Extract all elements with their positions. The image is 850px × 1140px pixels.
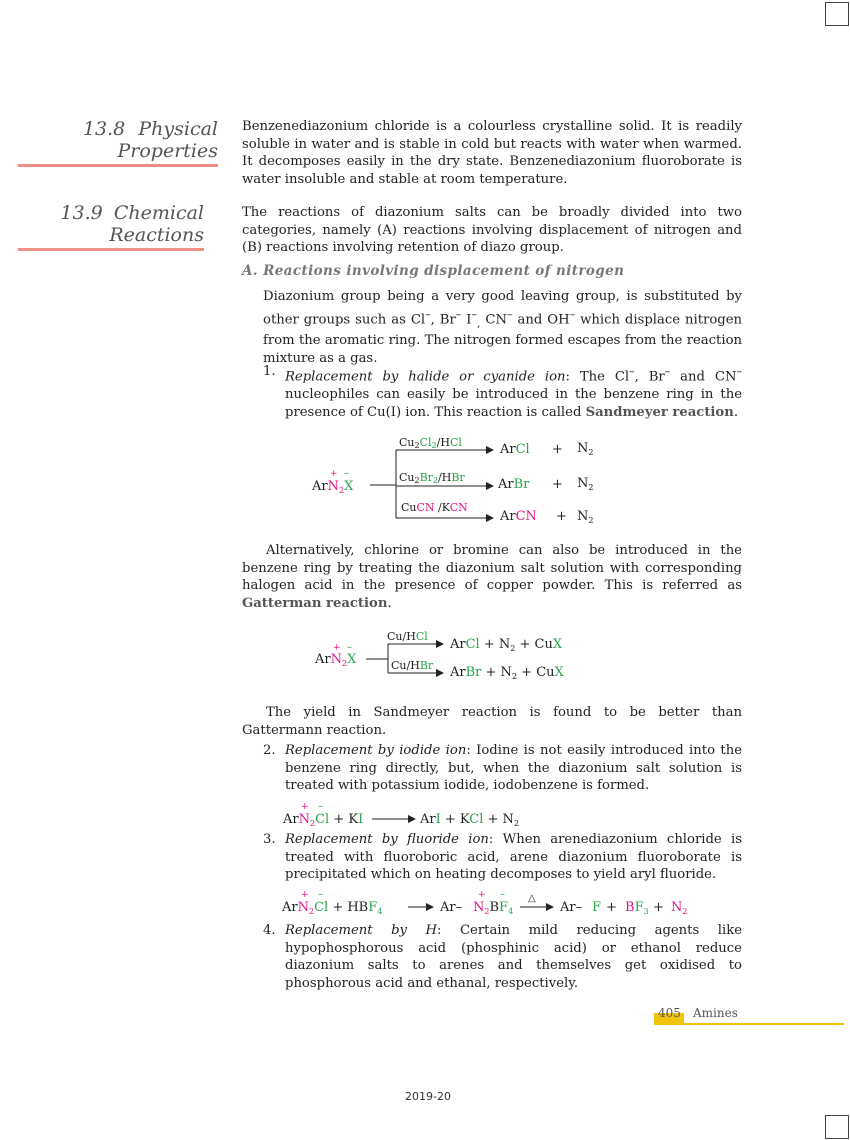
section-heading-13-9 xyxy=(18,202,204,251)
list-item-title: Replacement by fluoride ion xyxy=(285,832,489,847)
svg-text:ArCl: ArCl xyxy=(500,442,530,457)
svg-text:ArN2X: ArN$_2$X xyxy=(315,652,357,668)
section-title: Physical xyxy=(138,118,218,140)
section-heading-13-8 xyxy=(18,118,218,167)
section-title-cont: Properties xyxy=(117,140,218,162)
reactant-arn2x xyxy=(311,468,354,495)
list-item-3: 3. Replacement by fluoride ion: When arenediazonium chloride is treated with fluoroboric acid, arene diazonium fluoroborate is precipitated which on heating decomposes to yield aryl fluoride. xyxy=(263,832,742,883)
gatterman-reaction-scheme xyxy=(310,625,590,685)
svg-text:ArCl + N2 + CuX: ArCl + $N_2$ + CuX xyxy=(450,637,563,653)
list-item-title: Replacement by H xyxy=(285,923,437,938)
svg-text:+: + xyxy=(301,890,309,900)
list-item-number: 3. xyxy=(263,832,276,847)
svg-text:N2BF4: $N_2BF_4$ xyxy=(473,900,514,916)
svg-text:–: – xyxy=(344,468,349,479)
svg-text:Cu/HBr: Cu/HBr xyxy=(391,659,434,672)
list-item-title: Replacement by halide or cyanide ion xyxy=(285,369,566,385)
svg-text:ArN2Cl + KI: ArN$_2$Cl + KI xyxy=(283,812,364,828)
list-item-number: 1. xyxy=(263,364,276,379)
page-number: 405 xyxy=(658,1006,681,1020)
svg-text:+: + xyxy=(556,509,567,524)
svg-text:–: – xyxy=(318,801,323,812)
svg-text:+: + xyxy=(606,900,617,915)
svg-text:+: + xyxy=(552,442,563,457)
chemical-reactions-intro: The reactions of diazonium salts can be broadly divided into two categories, namely (A) reactions involving displacement of nitrogen and (B) reactions involving retention of diazo group. xyxy=(242,205,742,256)
svg-text:–: – xyxy=(500,889,505,900)
svg-text:ArBr: ArBr xyxy=(498,477,530,492)
list-item-2: 2. Replacement by iodide ion: Iodine is not easily introduced into the benzene ring directly, but, when the diazonium salt solution is treated with potassium iodide, iodobenzene is formed. xyxy=(263,743,742,794)
svg-text:Cu2Br2/HBr: Cu2Br2/HBr xyxy=(399,471,465,485)
svg-text:Ar–: Ar– xyxy=(440,900,463,915)
list-item-1: 1. Replacement by halide or cyanide ion: The Cl–, Br– and CN– nucleophiles can easily be introduced in the benzene ring in the presence of Cu(I) ion. This reaction is called Sandmeyer reaction. xyxy=(263,364,742,420)
svg-text:ArN2Cl + HBF4: $ArN_2Cl + HBF_4$ xyxy=(282,900,383,916)
svg-text:N2: $N_2$ xyxy=(577,441,594,457)
sandmeyer-reaction-scheme xyxy=(300,430,630,530)
list-item-number: 4. xyxy=(263,923,276,938)
svg-text:N2: $N_2$ xyxy=(577,509,594,525)
svg-text:Ar–: Ar– xyxy=(560,900,583,915)
section-number: 13.8 xyxy=(82,118,126,140)
section-underline xyxy=(18,164,218,167)
section-title: Chemical xyxy=(113,202,204,224)
yield-paragraph: The yield in Sandmeyer reaction is found to be better than Gattermann reaction. xyxy=(242,705,742,738)
svg-text:ArBr + N2 + CuX: ArBr + $N_2$ + CuX xyxy=(450,665,564,681)
year-label: 2019-20 xyxy=(405,1090,451,1103)
svg-text:+: + xyxy=(301,802,309,812)
gatterman-highlight: Gatterman reaction xyxy=(242,595,388,611)
list-item-title: Replacement by iodide ion xyxy=(285,743,467,758)
svg-text:BF3: $BF_3$ xyxy=(625,900,649,916)
section-title-cont: Reactions xyxy=(109,224,204,246)
reactant-arn2x xyxy=(314,642,357,668)
iodide-equation xyxy=(280,798,540,828)
svg-text:△: △ xyxy=(528,893,536,904)
svg-text:+: + xyxy=(552,477,563,492)
fluoride-equation xyxy=(280,886,700,918)
svg-text:CuCN /KCN: CuCN /KCN xyxy=(401,501,468,514)
leaving-group-paragraph: Diazonium group being a very good leaving group, is substituted by other groups such as Cl–, Br– $I^-_,$ CN– and OH– which displace nitrogen from the aromatic ring. The nitrogen formed escapes from the reaction mixture as a gas. xyxy=(263,289,743,366)
svg-text:ArI + KCl + N2: ArI + KCl + $N_2$ xyxy=(420,812,520,828)
svg-text:+: + xyxy=(653,900,664,915)
svg-text:N2: $N_2$ xyxy=(577,476,594,492)
svg-text:–: – xyxy=(347,642,352,653)
svg-text:ArCN: ArCN xyxy=(500,509,537,524)
svg-text:+: + xyxy=(478,890,486,900)
gatterman-paragraph: Alternatively, chlorine or bromine can also be introduced in the benzene ring by treating the diazonium salt solution with corresponding halogen acid in the presence of copper powder. This is referred as Gatterman reaction. xyxy=(242,543,742,611)
svg-text:–: – xyxy=(318,889,323,900)
list-item-4: 4. Replacement by H: Certain mild reducing agents like hypophosphorous acid (phosphinic acid) or ethanol reduce diazonium salts to arenes and themselves get oxidised to phosphorous acid and ethanal, respectively. xyxy=(263,923,743,991)
crop-mark-top-right xyxy=(825,2,849,26)
svg-text:+: + xyxy=(333,643,341,653)
svg-text:Cu/HCl: Cu/HCl xyxy=(387,630,428,643)
footer-rule xyxy=(654,1023,844,1025)
chapter-name: Amines xyxy=(693,1006,738,1020)
sandmeyer-highlight: Sandmeyer reaction xyxy=(585,404,734,420)
svg-text:Cu2Cl2/HCl: Cu2Cl2/HCl xyxy=(399,436,462,450)
crop-mark-bottom-right xyxy=(825,1115,849,1139)
svg-text:F: F xyxy=(592,900,602,915)
svg-text:N2: $N_2$ xyxy=(671,900,688,916)
physical-properties-paragraph: Benzenediazonium chloride is a colourless crystalline solid. It is readily soluble in water and is stable in cold but reacts with water when warmed. It decomposes easily in the dry state. Benzenediazonium fluoroborate is water insoluble and stable at room temperature. xyxy=(242,119,742,187)
svg-text:ArN2X: ArN$_2$X xyxy=(312,479,354,495)
list-item-number: 2. xyxy=(263,743,276,758)
section-number: 13.9 xyxy=(60,202,103,224)
svg-text:+: + xyxy=(330,469,338,479)
subheading-a: A. Reactions involving displacement of nitrogen xyxy=(242,263,625,279)
section-underline xyxy=(18,248,204,251)
